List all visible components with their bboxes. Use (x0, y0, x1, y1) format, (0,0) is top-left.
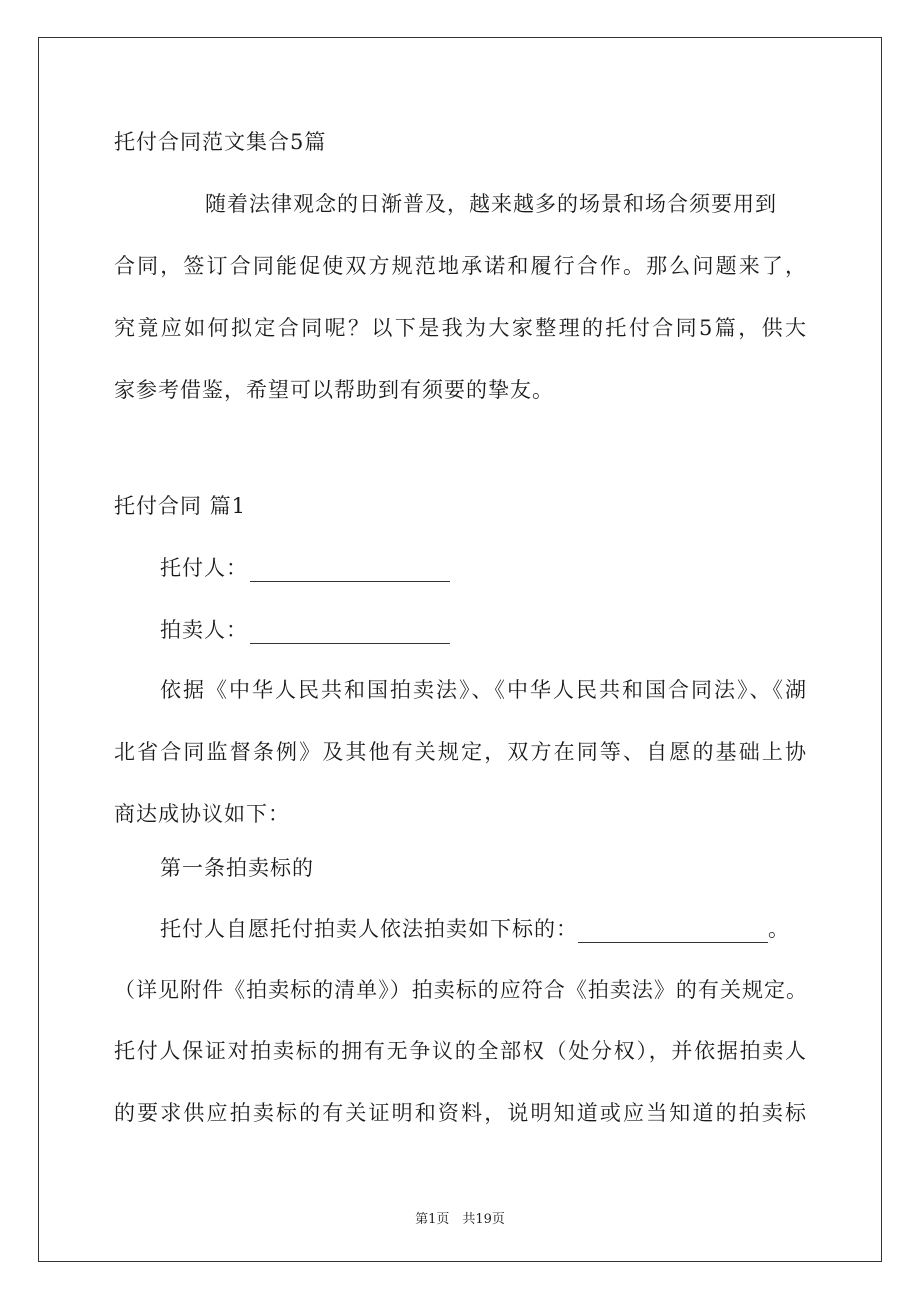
article-one-line-1-text: 托付人自愿托付拍卖人依法拍卖如下标的： (160, 917, 578, 941)
article-one-line-3: 托付人保证对拍卖标的拥有无争议的全部权（处分权），并依据拍卖人 (114, 1039, 806, 1063)
document-title: 托付合同范文集合5篇 (114, 130, 327, 154)
basis-line-2: 北省合同监督条例》及其他有关规定，双方在同等、自愿的基础上协 (114, 740, 806, 764)
entrustor-label: 托付人： (160, 556, 248, 580)
auctioneer-row (160, 616, 450, 644)
intro-line-3: 究竟应如何拟定合同呢？以下是我为大家整理的托付合同5篇，供大 (114, 316, 806, 340)
page-border (38, 37, 882, 1262)
entrustor-row (160, 554, 450, 582)
basis-line-3: 商达成协议如下： (114, 802, 290, 826)
article-one-heading: 第一条拍卖标的 (160, 856, 314, 880)
auctioneer-blank[interactable] (250, 621, 450, 644)
article-one-line-1-end: 。 (768, 917, 790, 941)
page-number: 第1页 共19页 (415, 1212, 505, 1227)
entrustor-blank[interactable] (250, 559, 450, 582)
article-one-line-4: 的要求供应拍卖标的有关证明和资料，说明知道或应当知道的拍卖标 (114, 1101, 806, 1125)
basis-line-1: 依据《中华人民共和国拍卖法》、《中华人民共和国合同法》、《湖 (160, 678, 806, 702)
article-one-line-1 (160, 915, 790, 943)
intro-line-2: 合同，签订合同能促使双方规范地承诺和履行合作。那么问题来了， (114, 254, 806, 278)
article-one-line-2: （详见附件《拍卖标的清单》）拍卖标的应符合《拍卖法》的有关规定。 (114, 978, 806, 1002)
subject-blank[interactable] (578, 920, 768, 943)
intro-line-4: 家参考借鉴，希望可以帮助到有须要的挚友。 (114, 378, 554, 402)
intro-line-1: 随着法律观念的日渐普及，越来越多的场景和场合须要用到 (205, 192, 777, 216)
section-heading: 托付合同 篇1 (114, 494, 247, 518)
auctioneer-label: 拍卖人： (160, 618, 248, 642)
